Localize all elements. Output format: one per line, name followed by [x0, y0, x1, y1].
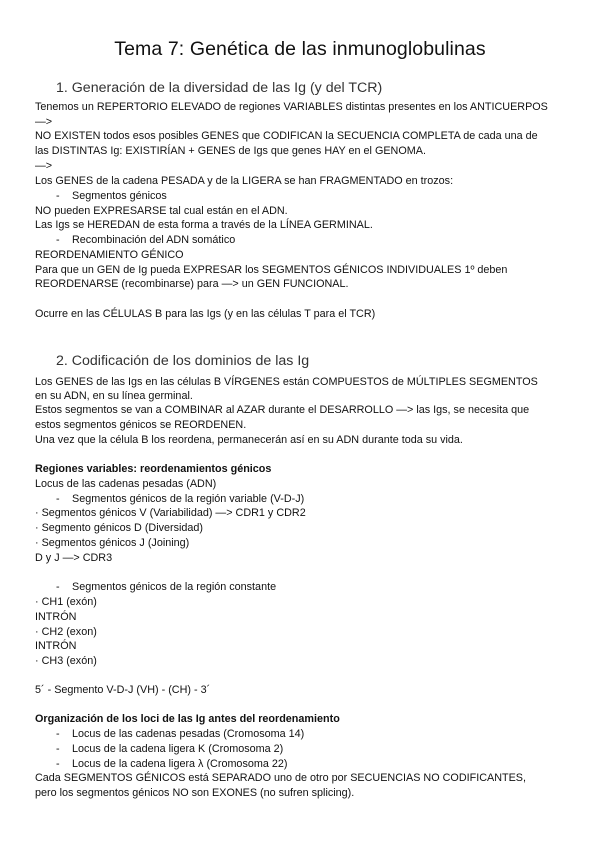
- paragraph-line: Para que un GEN de Ig pueda EXPRESAR los SEGMENTOS GÉNICOS INDIVIDUALES 1º deben: [35, 264, 508, 276]
- bullet-dash: -: [56, 581, 60, 593]
- bullet-dash: -: [56, 190, 60, 202]
- paragraph-line: Una vez que la célula B los reordena, permanecerán así en su ADN durante toda su vida.: [35, 434, 463, 446]
- section-1-heading: 1. Generación de la diversidad de las Ig (y del TCR): [56, 80, 383, 96]
- paragraph-line: Estos segmentos se van a COMBINAR al AZAR durante el DESARROLLO —> las Igs, se necesita que: [35, 404, 530, 416]
- paragraph-line: INTRÓN: [35, 640, 77, 652]
- paragraph-line: Locus de las cadenas pesadas (ADN): [35, 478, 217, 490]
- arrow-line: —>: [35, 116, 53, 128]
- bullet-dash: -: [56, 728, 60, 740]
- arrow-line: —>: [35, 160, 53, 172]
- paragraph-line: en su ADN, en su línea germinal.: [35, 390, 193, 402]
- bullet-item: Locus de la cadena ligera K (Cromosoma 2): [72, 743, 284, 755]
- paragraph-line: · Segmentos génicos V (Variabilidad) —> CDR1 y CDR2: [35, 507, 306, 519]
- paragraph-line: las DISTINTAS Ig: EXISTIRÍAN + GENES de Igs que genes HAY en el GENOMA.: [35, 145, 426, 157]
- bullet-item: Recombinación del ADN somático: [72, 234, 236, 246]
- paragraph-line: Las Igs se HEREDAN de esta forma a través de la LÍNEA GERMINAL.: [35, 219, 373, 231]
- subsection-title: Regiones variables: reordenamientos génicos: [35, 463, 272, 475]
- bullet-item: Segmentos génicos de la región variable (V-D-J): [72, 493, 305, 505]
- paragraph-line: NO EXISTEN todos esos posibles GENES que CODIFICAN la SECUENCIA COMPLETA de cada una de: [35, 130, 538, 142]
- bullet-dash: -: [56, 743, 60, 755]
- bullet-item: Segmentos génicos de la región constante: [72, 581, 277, 593]
- bullet-item: Segmentos génicos: [72, 190, 167, 202]
- paragraph-line: estos segmentos génicos se REORDENEN.: [35, 419, 247, 431]
- paragraph-line: Cada SEGMENTOS GÉNICOS está SEPARADO uno de otro por SECUENCIAS NO CODIFICANTES,: [35, 772, 527, 784]
- document-title: Tema 7: Genética de las inmunoglobulinas: [114, 38, 486, 60]
- paragraph-line: pero los segmentos génicos NO son EXONES (no sufren splicing).: [35, 787, 355, 799]
- paragraph-line: D y J —> CDR3: [35, 552, 113, 564]
- section-2-heading: 2. Codificación de los dominios de las Ig: [56, 353, 310, 369]
- paragraph-line: INTRÓN: [35, 611, 77, 623]
- paragraph-line: · CH3 (exón): [35, 655, 97, 667]
- paragraph-line: NO pueden EXPRESARSE tal cual están en el ADN.: [35, 205, 288, 217]
- paragraph-line: Los GENES de la cadena PESADA y de la LIGERA se han FRAGMENTADO en trozos:: [35, 175, 454, 187]
- paragraph-line: REORDENAMIENTO GÉNICO: [35, 249, 184, 261]
- paragraph-line: Tenemos un REPERTORIO ELEVADO de regiones VARIABLES distintas presentes en los ANTICUERPOS: [35, 101, 548, 113]
- paragraph-line: · CH2 (exon): [35, 626, 97, 638]
- bullet-item: Locus de las cadenas pesadas (Cromosoma 14): [72, 728, 305, 740]
- paragraph-line: · CH1 (exón): [35, 596, 97, 608]
- paragraph-line: · Segmentos génicos J (Joining): [35, 537, 190, 549]
- bullet-dash: -: [56, 758, 60, 770]
- paragraph-line: Ocurre en las CÉLULAS B para las Igs (y en las células T para el TCR): [35, 308, 376, 320]
- bullet-dash: -: [56, 234, 60, 246]
- paragraph-line: 5´ - Segmento V-D-J (VH) - (CH) - 3´: [35, 684, 211, 696]
- bullet-item: Locus de la cadena ligera λ (Cromosoma 22): [72, 758, 288, 770]
- subsection-title: Organización de los loci de las Ig antes del reordenamiento: [35, 713, 340, 725]
- paragraph-line: Los GENES de las Igs en las células B VÍRGENES están COMPUESTOS de MÚLTIPLES SEGMENTOS: [35, 376, 538, 388]
- paragraph-line: REORDENARSE (recombinarse) para —> un GEN FUNCIONAL.: [35, 278, 349, 290]
- bullet-dash: -: [56, 493, 60, 505]
- paragraph-line: · Segmento génicos D (Diversidad): [35, 522, 204, 534]
